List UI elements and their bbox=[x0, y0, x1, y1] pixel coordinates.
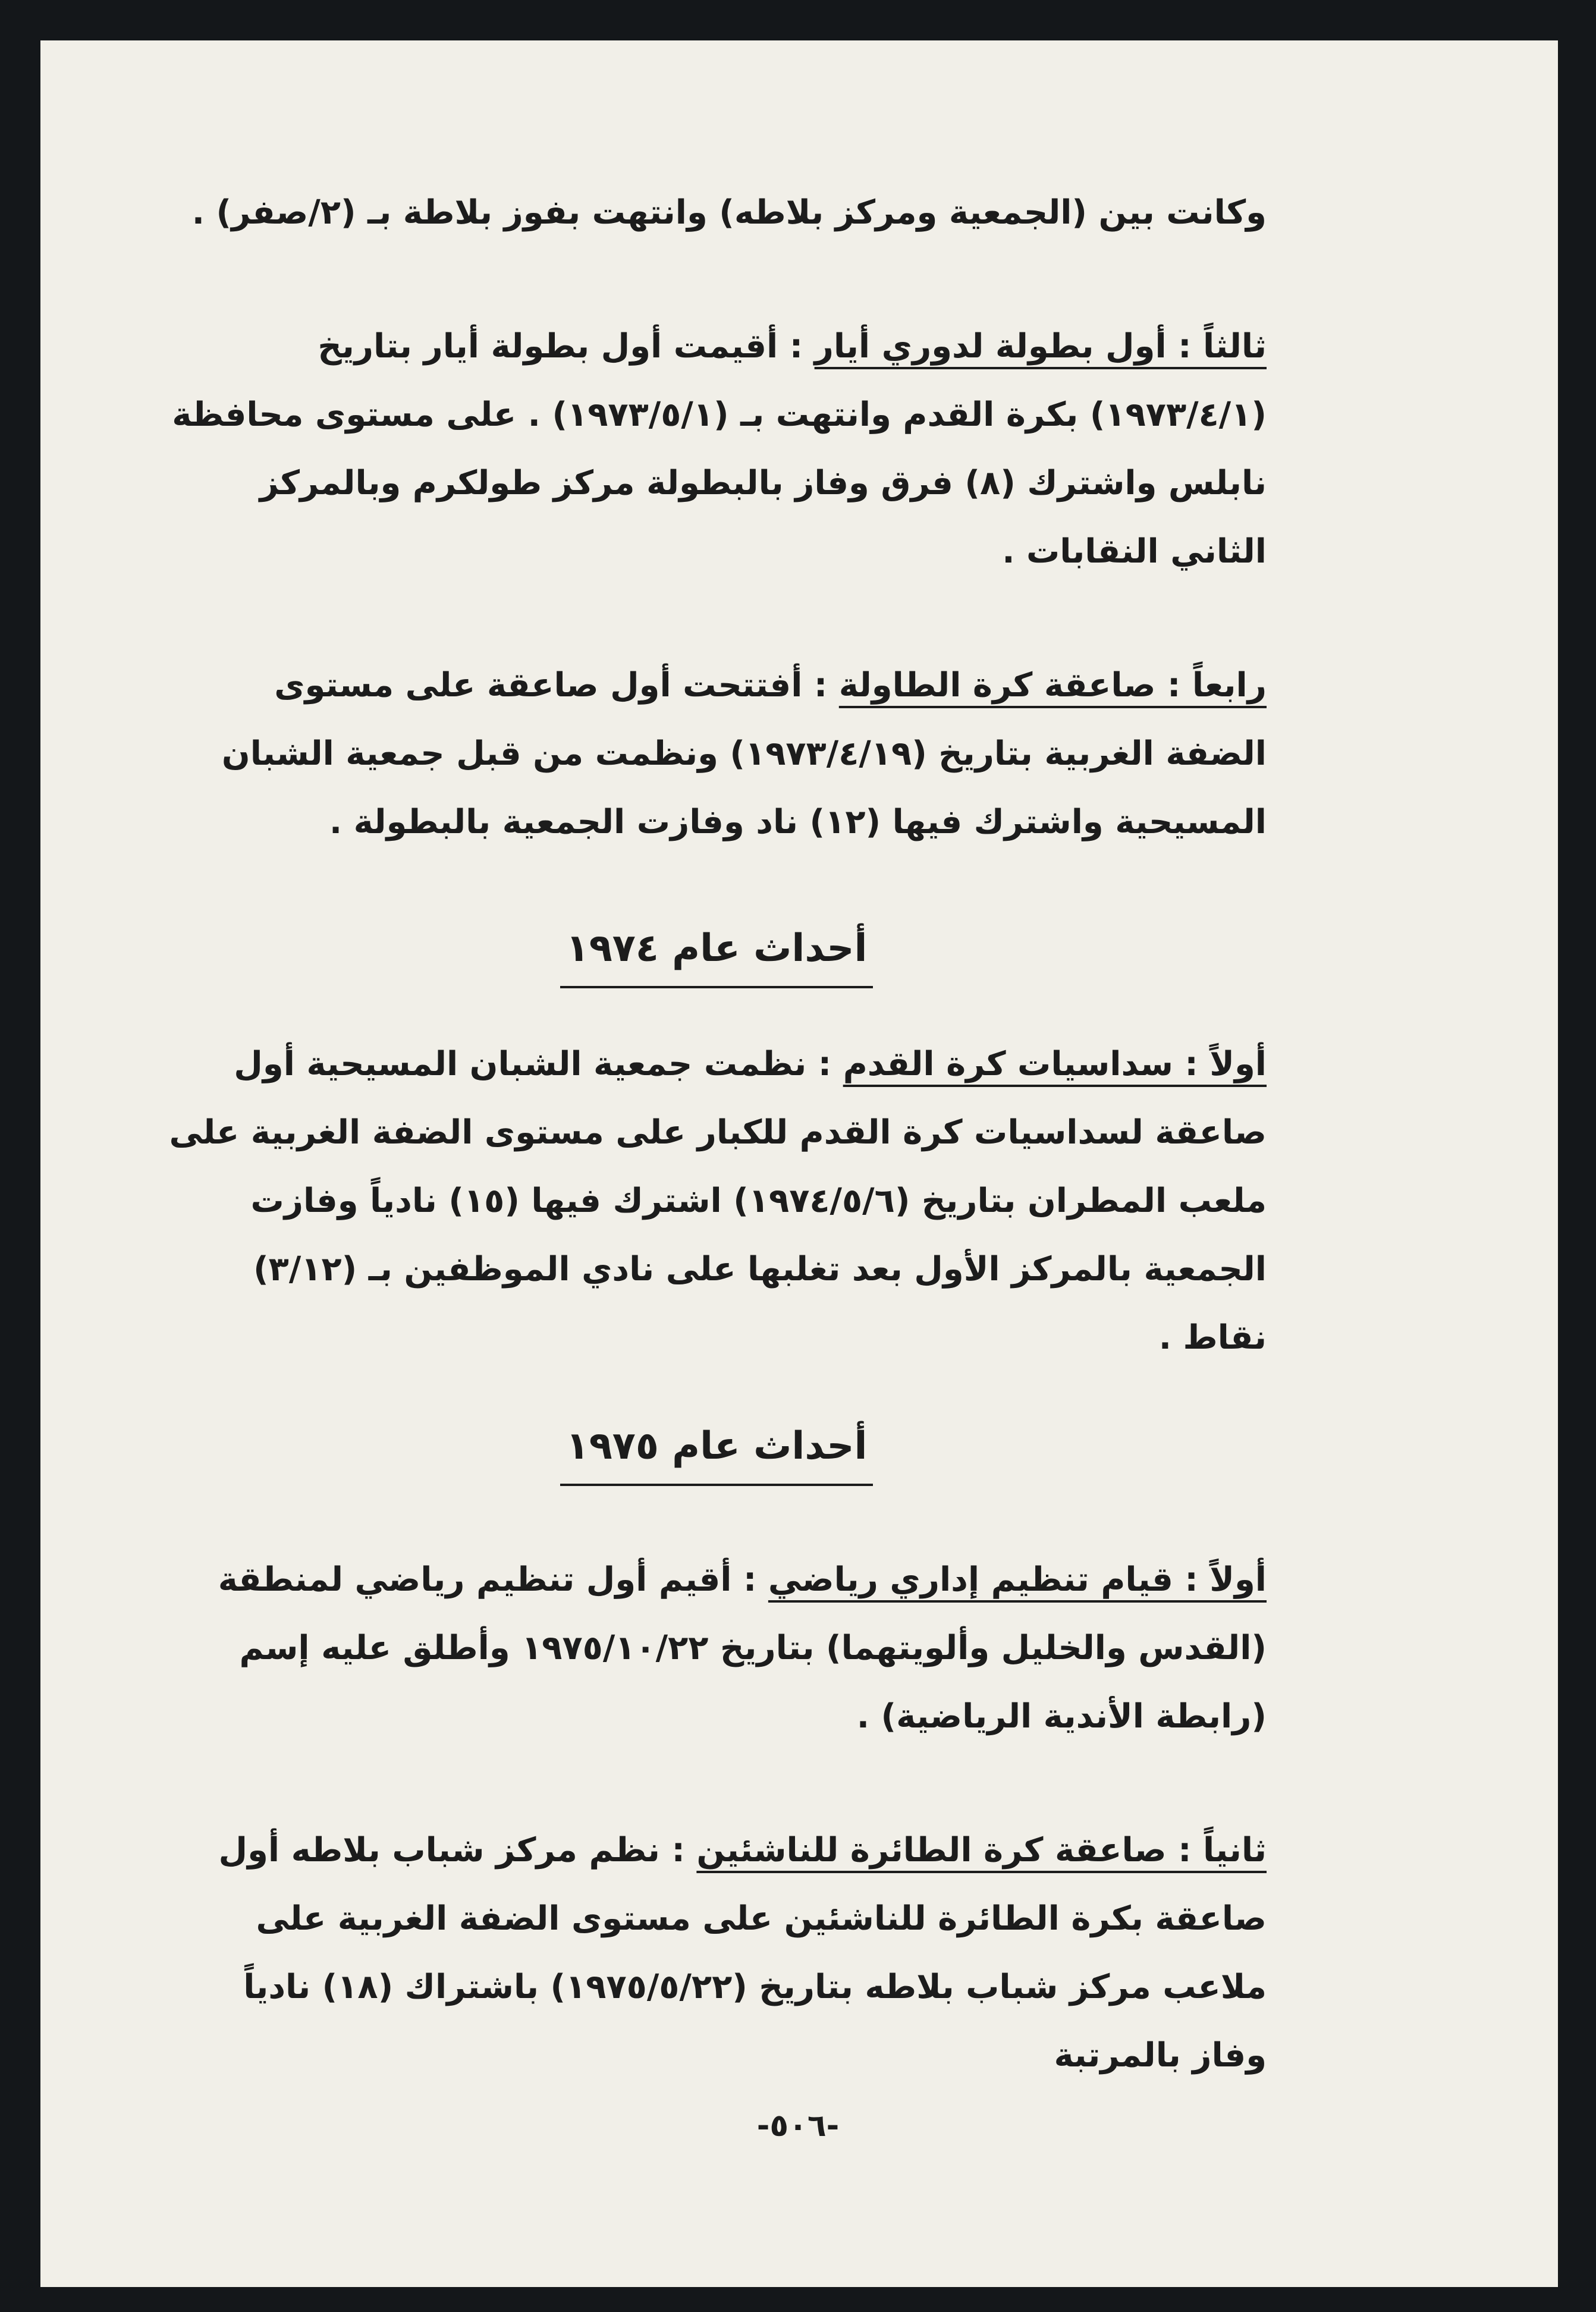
section-heading-1975: أحداث عام ١٩٧٥ bbox=[166, 1413, 1267, 1486]
item-heading: ثانياً : صاعقة كرة الطائرة للناشئين bbox=[696, 1831, 1267, 1870]
item-heading: أولاً : قيام تنظيم إداري رياضي bbox=[768, 1560, 1267, 1599]
item-heading: ثالثاً : أول بطولة لدوري أيار bbox=[814, 327, 1267, 366]
paragraph-six-a-side bbox=[166, 1030, 1267, 1372]
paragraph-table-tennis bbox=[166, 651, 1267, 856]
section-heading-1974: أحداث عام ١٩٧٤ bbox=[166, 916, 1267, 988]
paragraph-continuation: وكانت بين (الجمعية ومركز بلاطه) وانتهت بفوز بلاطة بـ (٢/صفر) . bbox=[191, 193, 1267, 232]
paragraph-may-league bbox=[166, 312, 1267, 586]
paragraph-volleyball-juniors bbox=[166, 1816, 1267, 2090]
item-heading: أولاً : سداسيات كرة القدم bbox=[843, 1045, 1267, 1083]
document-body bbox=[166, 178, 1267, 2090]
item-text: : أقيمت أول بطولة أيار بتاريخ (١٩٧٣/٤/١) بكرة القدم وانتهت بـ (١٩٧٣/٥/١) . على مستوى محافظة نابلس واشترك (٨) فرق وفاز بالبطولة مركز طولكرم وبالمركز الثاني النقابات . bbox=[172, 327, 1267, 571]
item-text: : نظمت جمعية الشبان المسيحية أول صاعقة لسداسيات كرة القدم للكبار على مستوى الضفة الغربية على ملعب المطران بتاريخ (١٩٧٤/٥/٦) اشترك فيها (١٥) نادياً وفازت الجمعية بالمركز الأول بعد تغلبها على نادي الموظفين بـ (٣/١٢) نقاط . bbox=[169, 1045, 1267, 1357]
item-text: : أفتتحت أول صاعقة على مستوى الضفة الغربية بتاريخ (١٩٧٣/٤/١٩) ونظمت من قبل جمعية الشبان المسيحية واشترك فيها (١٢) ناد وفازت الجمعية بالبطولة . bbox=[221, 666, 1267, 841]
paragraph-admin-organization bbox=[166, 1545, 1267, 1751]
item-heading: رابعاً : صاعقة كرة الطاولة bbox=[838, 666, 1267, 705]
item-text: : أقيم أول تنظيم رياضي لمنطقة (القدس والخليل وألويتهما) بتاريخ ١٩٧٥/١٠/٢٢ وأطلق عليه إسم (رابطة الأندية الرياضية) . bbox=[218, 1560, 1267, 1736]
item-text: : نظم مركز شباب بلاطه أول صاعقة بكرة الطائرة للناشئين على مستوى الضفة الغربية على ملاعب مركز شباب بلاطه بتاريخ (١٩٧٥/٥/٢٢) باشتراك (١٨) نادياً وفاز بالمرتبة bbox=[218, 1831, 1267, 2075]
page-number: -٥٠٦- bbox=[756, 2108, 840, 2144]
